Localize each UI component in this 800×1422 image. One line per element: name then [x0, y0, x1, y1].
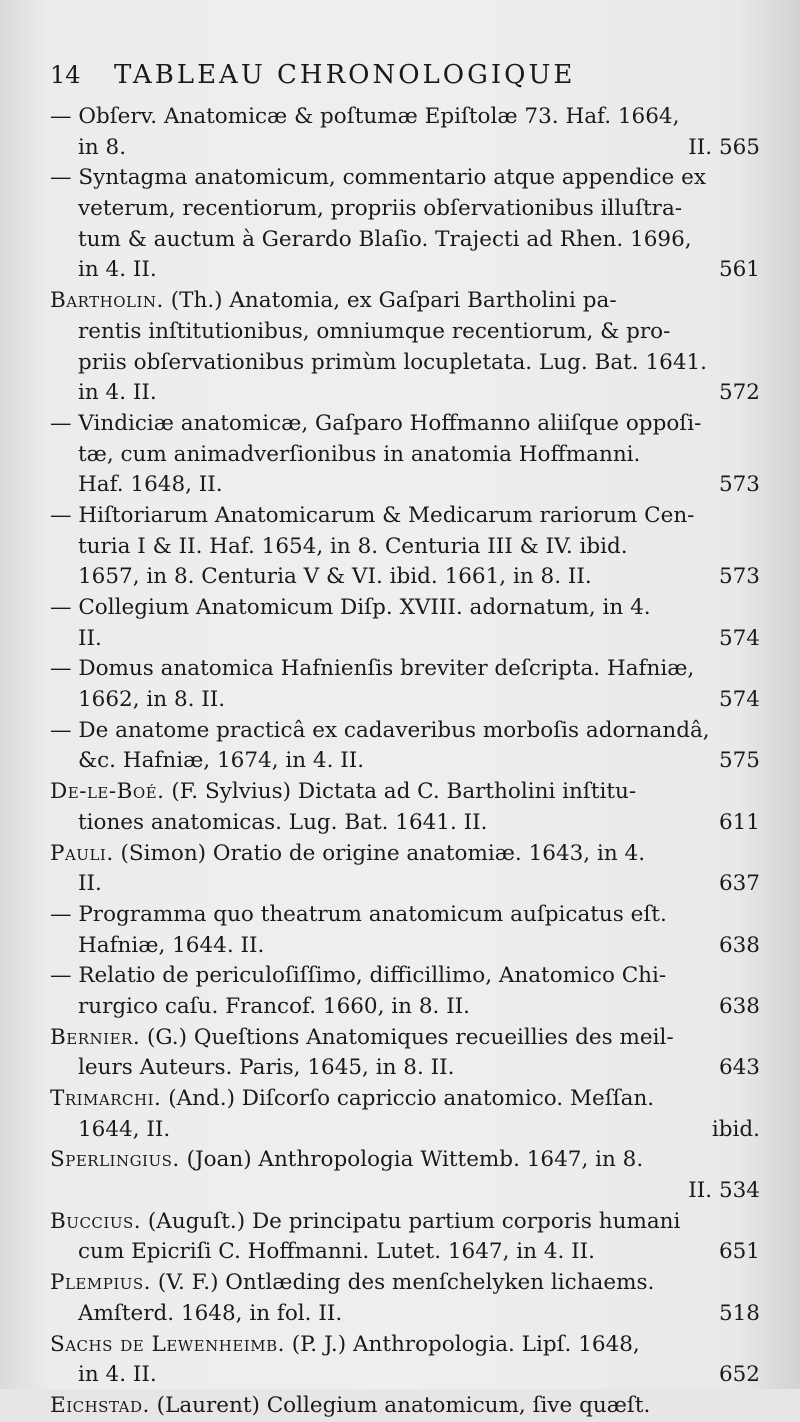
- entry-page-reference: 518: [718, 1300, 760, 1326]
- entry-author: Plempius.: [50, 1270, 152, 1296]
- entry-line: [50, 133, 760, 164]
- bibliography-entry: [50, 286, 760, 409]
- entry-line: [50, 685, 760, 716]
- bibliography-entry: [50, 1391, 760, 1422]
- entry-text: in 8.: [78, 134, 127, 160]
- bibliography-entry: [50, 1145, 760, 1206]
- bibliography-entry: [50, 1268, 760, 1329]
- entry-text: — Programma quo theatrum anatomicum auſpicatus eſt.: [50, 901, 667, 927]
- entry-text: — Syntagma anatomicum, commentario atque appendice ex: [50, 165, 706, 191]
- entry-line: [50, 562, 760, 593]
- entry-line: [50, 1391, 760, 1422]
- entry-line: [50, 440, 760, 471]
- entry-page-reference: 573: [718, 472, 760, 498]
- entry-line: [50, 225, 760, 256]
- entry-text: 1644, II.: [78, 1116, 171, 1142]
- entry-text: Bartholin. (Th.) Anatomia, ex Gaſpari Bartholini pa-: [50, 288, 617, 314]
- entry-line: [50, 716, 760, 747]
- entry-line: [50, 1268, 760, 1299]
- entry-text: in 4. II.: [78, 380, 157, 406]
- entry-text: Sperlingius. (Joan) Anthropologia Wittemb. 1647, in 8.: [50, 1147, 644, 1173]
- bibliography-entry: [50, 900, 760, 961]
- bibliography-entry: [50, 163, 760, 286]
- entry-page-reference: 572: [718, 380, 760, 406]
- entry-page-reference: 638: [718, 932, 760, 958]
- entry-line: [50, 1115, 760, 1146]
- entry-line: [50, 348, 760, 379]
- entry-text: rentis inſtitutionibus, omniumque recentiorum, & pro-: [78, 318, 671, 344]
- entry-line: [50, 409, 760, 440]
- entry-text: tæ, cum animadverſionibus in anatomia Hoffmanni.: [78, 441, 641, 467]
- entry-text: 1662, in 8. II.: [78, 687, 226, 713]
- entry-text: Pauli. (Simon) Oratio de origine anatomiæ. 1643, in 4.: [50, 840, 646, 866]
- entry-author: Sachs de Lewenheimb.: [50, 1331, 285, 1357]
- entry-text: — Relatio de periculoſiſſimo, difficillimo, Anatomico Chi-: [50, 963, 667, 989]
- entry-line: [50, 1176, 760, 1207]
- entry-text: — Domus anatomica Hafnienſis breviter deſcripta. Hafniæ,: [50, 656, 695, 682]
- entry-line: [50, 992, 760, 1023]
- entry-text: leurs Auteurs. Paris, 1645, in 8. II.: [78, 1055, 455, 1081]
- entry-line: [50, 1330, 760, 1361]
- entry-line: [50, 1360, 760, 1391]
- entry-author: Trimarchi.: [50, 1086, 162, 1111]
- entry-author: Bartholin.: [50, 288, 164, 314]
- bibliography-entry: [50, 501, 760, 593]
- entry-page-reference: 573: [718, 564, 760, 590]
- bibliography-entry: [50, 1023, 760, 1084]
- entry-text: 1657, in 8. Centuria V & VI. ibid. 1661, in 8. II.: [78, 564, 592, 590]
- entry-author: Bernier.: [50, 1024, 141, 1050]
- entry-page-reference: 643: [718, 1055, 760, 1081]
- entry-page-reference: 611: [718, 809, 760, 835]
- entry-text: Sachs de Lewenheimb. (P. J.) Anthropologia. Lipſ. 1648,: [50, 1331, 640, 1357]
- entry-text: Plempius. (V. F.) Ontlæding des menſchelyken lichaems.: [50, 1270, 655, 1296]
- entry-text: Trimarchi. (And.) Diſcorſo capriccio anatomico. Meſſan.: [50, 1086, 655, 1111]
- bibliography-entry: [50, 654, 760, 715]
- entry-line: [50, 163, 760, 194]
- entry-page-reference: II. 565: [688, 134, 760, 160]
- entry-page-reference: 561: [718, 257, 760, 283]
- entry-text: rurgico caſu. Francof. 1660, in 8. II.: [78, 993, 471, 1019]
- entry-text: cum Epicriſi C. Hoffmanni. Lutet. 1647, in 4. II.: [78, 1239, 595, 1265]
- entry-text: in 4. II.: [78, 1362, 157, 1388]
- entry-text: priis obſervationibus primùm locupletata. Lug. Bat. 1641.: [78, 349, 708, 375]
- entry-line: [50, 317, 760, 348]
- page-number: 14: [50, 61, 81, 89]
- entry-line: [50, 1023, 760, 1054]
- entry-line: [50, 777, 760, 808]
- entry-line: [50, 532, 760, 563]
- entry-page-reference: 575: [718, 748, 760, 774]
- entry-text: De-le-Boé. (F. Sylvius) Dictata ad C. Bartholini inſtitu-: [50, 779, 637, 805]
- entry-author: Buccius.: [50, 1208, 142, 1234]
- bibliography-entry: [50, 839, 760, 900]
- entry-line: [50, 1145, 760, 1176]
- entry-line: [50, 378, 760, 409]
- page-header: [50, 60, 760, 100]
- entry-author: Eichstad.: [50, 1392, 150, 1418]
- entry-line: [50, 470, 760, 501]
- entry-line: [50, 746, 760, 777]
- entry-page-reference: 574: [718, 625, 760, 651]
- entry-line: [50, 194, 760, 225]
- entry-text: — Hiſtoriarum Anatomicarum & Medicarum rariorum Cen-: [50, 502, 695, 528]
- bibliography-entry: [50, 716, 760, 777]
- entry-text: Amſterd. 1648, in fol. II.: [78, 1300, 343, 1326]
- entry-line: [50, 1299, 760, 1330]
- entry-page-reference: 574: [718, 687, 760, 713]
- entry-page-reference: 638: [718, 993, 760, 1019]
- entry-text: II.: [78, 871, 102, 897]
- entry-line: [50, 808, 760, 839]
- entry-text: veterum, recentiorum, propriis obſervationibus illuſtra-: [78, 196, 683, 222]
- entry-author: Pauli.: [50, 840, 114, 866]
- entry-line: [50, 286, 760, 317]
- entry-text: — Collegium Anatomicum Diſp. XVIII. adornatum, in 4.: [50, 595, 651, 620]
- entry-page-reference: II. 534: [688, 1178, 760, 1204]
- entry-text: Buccius. (Auguſt.) De principatu partium corporis humani: [50, 1208, 681, 1234]
- bibliography-entries: [50, 102, 760, 1422]
- entry-page-reference: 637: [718, 871, 760, 897]
- entry-page-reference: ibid.: [711, 1116, 760, 1142]
- entry-page-reference: 652: [718, 1362, 760, 1388]
- entry-line: [50, 1237, 760, 1268]
- entry-text: tiones anatomicas. Lug. Bat. 1641. II.: [78, 809, 488, 835]
- entry-line: [50, 1207, 760, 1238]
- bibliography-entry: [50, 1084, 760, 1145]
- bibliography-entry: [50, 102, 760, 163]
- entry-text: turia I & II. Haf. 1654, in 8. Centuria III & IV. ibid.: [78, 533, 628, 559]
- entry-line: [50, 839, 760, 870]
- entry-line: [50, 102, 760, 133]
- entry-text: Eichstad. (Laurent) Collegium anatomicum, ſive quæſt.: [50, 1392, 651, 1418]
- entry-line: [50, 1053, 760, 1084]
- bibliography-entry: [50, 593, 760, 654]
- bibliography-entry: [50, 961, 760, 1022]
- entry-line: [50, 654, 760, 685]
- entry-text: II.: [78, 625, 102, 651]
- entry-text: — Vindiciæ anatomicæ, Gaſparo Hoffmanno aliiſque oppoſi-: [50, 410, 702, 436]
- bibliography-entry: [50, 777, 760, 838]
- entry-line: [50, 961, 760, 992]
- entry-line: [50, 593, 760, 624]
- entry-text: Haf. 1648, II.: [78, 472, 223, 498]
- entry-line: [50, 255, 760, 286]
- entry-text: &c. Hafniæ, 1674, in 4. II.: [78, 748, 365, 774]
- entry-text: Bernier. (G.) Queſtions Anatomiques recueillies des meil-: [50, 1024, 674, 1050]
- entry-text: Hafniæ, 1644. II.: [78, 932, 265, 958]
- entry-line: [50, 869, 760, 900]
- bibliography-entry: [50, 1207, 760, 1268]
- entry-text: — Obſerv. Anatomicæ & poſtumæ Epiſtolæ 73. Haf. 1664,: [50, 104, 680, 129]
- bibliography-entry: [50, 409, 760, 501]
- entry-text: in 4. II.: [78, 257, 157, 283]
- entry-line: [50, 1084, 760, 1115]
- entry-line: [50, 624, 760, 655]
- bibliography-entry: [50, 1330, 760, 1391]
- entry-line: [50, 501, 760, 532]
- running-title: TABLEAU CHRONOLOGIQUE: [114, 60, 576, 90]
- entry-text: — De anatome practicâ ex cadaveribus morboſis adornandâ,: [50, 717, 710, 743]
- entry-author: De-le-Boé.: [50, 779, 165, 805]
- entry-page-reference: 651: [718, 1239, 760, 1265]
- entry-line: [50, 931, 760, 962]
- entry-text: tum & auctum à Gerardo Blaſio. Trajecti ad Rhen. 1696,: [78, 226, 692, 252]
- entry-author: Sperlingius.: [50, 1147, 180, 1173]
- entry-line: [50, 900, 760, 931]
